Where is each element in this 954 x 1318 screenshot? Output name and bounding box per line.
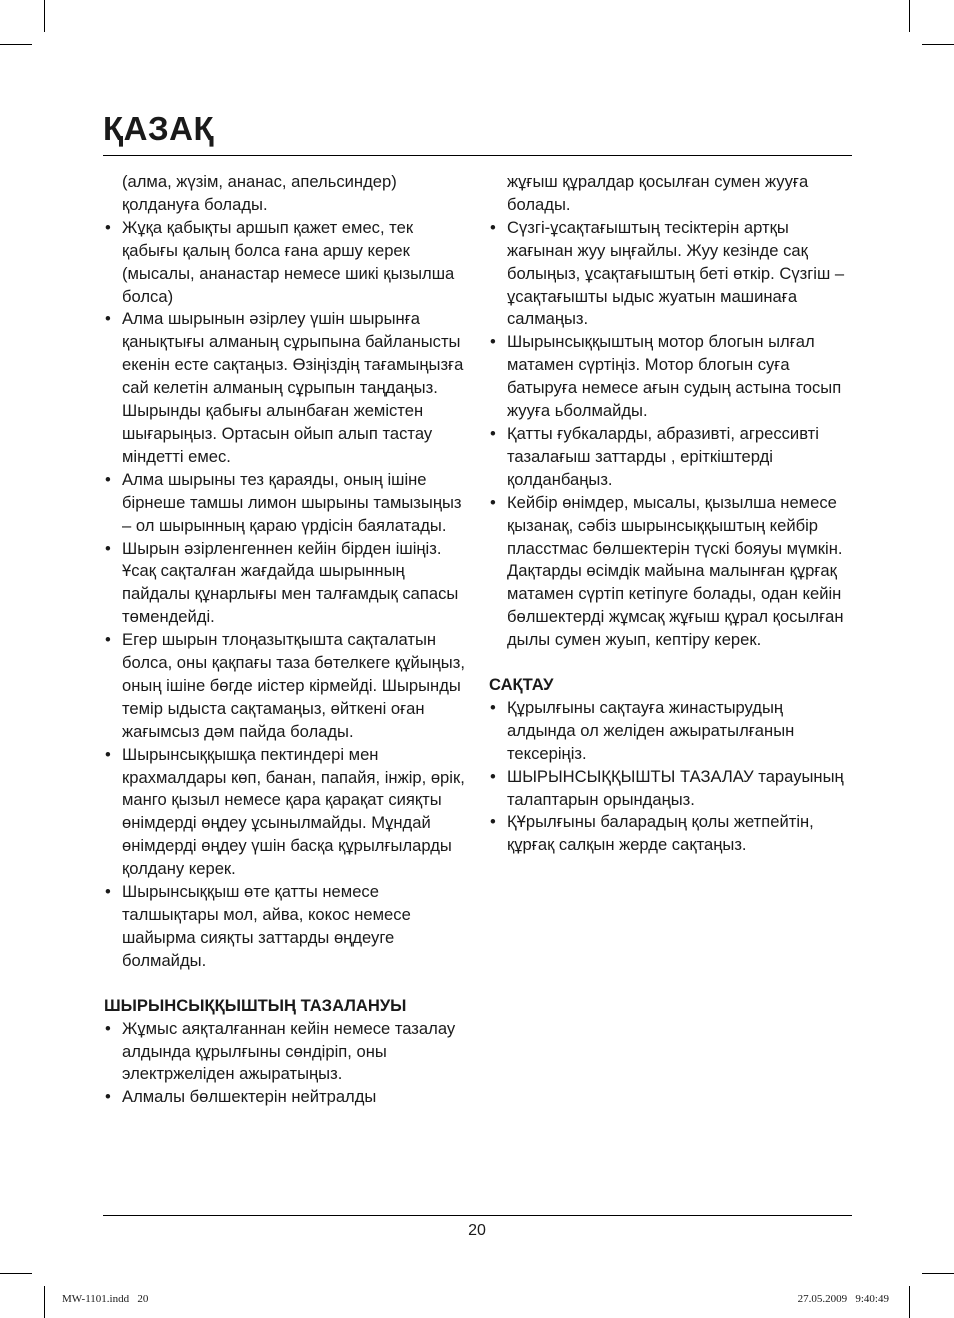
list-item: • Егер шырын тлоңазытқышта сақталатын болса, оны қақпағы таза бөтелкеге құйыңыз, оның ішіне бөгде иістер кірмейді. Шырынды темір ыдыста сақтамаңыз, өйткені оған жағымсыз дәм пайда болады.	[104, 629, 466, 744]
crop-mark	[44, 0, 45, 32]
list-item: • Шырынсыққышқа пектиндері мен крахмалдары көп, банан, папайя, інжір, өрік, манго қызыл немесе қара қарақат сияқты өнімдерді өңдеу ұсынылмайды. Мұндай өнімдерді өңдеу үшін басқа құрылғыларды қолдану керек.	[104, 744, 466, 881]
bullet-list	[104, 1018, 466, 1110]
list-item: • Шырынсыққыштың мотор блогын ылғал матамен сүртіңіз. Мотор блогын суға батыруға немесе ағын судың астына тосып жууға ьболмайды.	[489, 331, 851, 423]
crop-mark	[0, 44, 32, 45]
page-heading: ҚАЗАҚ	[103, 110, 215, 147]
crop-mark	[0, 1273, 32, 1274]
bullet-list	[489, 697, 851, 857]
header-rule	[103, 155, 852, 156]
list-item: • Шырын әзірленгеннен кейін бірден ішіңіз. Ұсақ сақталған жағдайда шырынның пайдалы құнарлығы мен талғамдық сапасы төмендейді.	[104, 538, 466, 630]
list-item: • ШЫРЫНСЫҚҚЫШТЫ ТАЗАЛАУ тарауының талаптарын орындаңыз.	[489, 766, 851, 812]
list-item: • Қатты ғубкаларды, абразивті, агрессивті тазалағыш заттарды , еріткіштерді қолданбаңыз.	[489, 423, 851, 492]
section-title-cleaning: ШЫРЫНСЫҚҚЫШТЫҢ ТАЗАЛАНУЫ	[104, 995, 407, 1015]
section-title-storage: САҚТАУ	[489, 675, 554, 695]
list-item: • ҚҰрылғыны баларадың қолы жетпейтін, құрғақ салқын жерде сақтаңыз.	[489, 811, 851, 857]
bullet-list	[489, 217, 851, 652]
bullet-list	[104, 217, 466, 973]
list-item: • Алма шырынын әзірлеу үшін шырынға қанықтығы алманың сұрыпына байланысты екенін есте сақтаңыз. Өзіңіздің тағамыңызға сай келетін алманың сұрыпын таңдаңыз. Шырынды қабығы алынбаған жемістен шығарыңыз. Ортасын ойып алып тастау міндетті емес.	[104, 308, 466, 468]
right-column	[489, 171, 851, 857]
list-item: • Шырынсыққыш өте қатты немесе талшықтары мол, айва, кокос немесе шайырма сияқты заттарды өңдеуге болмайды.	[104, 881, 466, 973]
crop-mark	[44, 1286, 45, 1318]
slug-date: 27.05.2009 9:40:49	[797, 1293, 889, 1305]
list-item: • Кейбір өнімдер, мысалы, қызылша немесе қызанақ, сәбіз шырынсыққыштың кейбір пласстмас бөлшектерін түскі бояуы мүмкін. Дақтарды өсімдік майына малынған құрғақ матамен сүртіп кетіпуге болады, одан кейін бөлшектерді жұмсақ жұғыш құрал қосылған дылы сумен жуып, кептіру керек.	[489, 492, 851, 652]
slug-file: MW-1101.indd 20	[62, 1293, 149, 1305]
left-column	[104, 171, 466, 1109]
crop-mark	[909, 1286, 910, 1318]
crop-mark	[922, 1273, 954, 1274]
continuation-text: жұғыш құралдар қосылған сумен жууға болады.	[507, 172, 809, 214]
list-item: • Сүзгі-ұсақтағыштың тесіктерін артқы жағынан жуу ыңғайлы. Жуу кезінде сақ болыңыз, ұсақтағыштың беті өткір. Сүзгіш –ұсақтағышты ыдыс жуатын машинаға салмаңыз.	[489, 217, 851, 332]
crop-mark	[922, 44, 954, 45]
list-item: • Алма шырыны тез қараяды, оның ішіне бірнеше тамшы лимон шырыны тамызыңыз – ол шырынның қараю үрдісін баялатады.	[104, 469, 466, 538]
list-item: • Жұмыс аяқталғаннан кейін немесе тазалау алдында құрылғыны сөндіріп, оны электржеліден ажыратыңыз.	[104, 1018, 466, 1087]
crop-mark	[909, 0, 910, 32]
footer-rule	[103, 1215, 852, 1216]
list-item: • Алмалы бөлшектерін нейтралды	[104, 1086, 466, 1109]
continuation-text: (алма, жүзім, ананас, апельсиндер) қолдануға болады.	[122, 172, 397, 214]
page-number: 20	[468, 1222, 486, 1239]
list-item: • Жұқа қабықты аршып қажет емес, тек қабығы қалың болса ғана аршу керек (мысалы, ананастар немесе шикі қызылша болса)	[104, 217, 466, 309]
list-item: • Құрылғыны сақтауға жинастырудың алдында ол желіден ажыратылғанын тексеріңіз.	[489, 697, 851, 766]
